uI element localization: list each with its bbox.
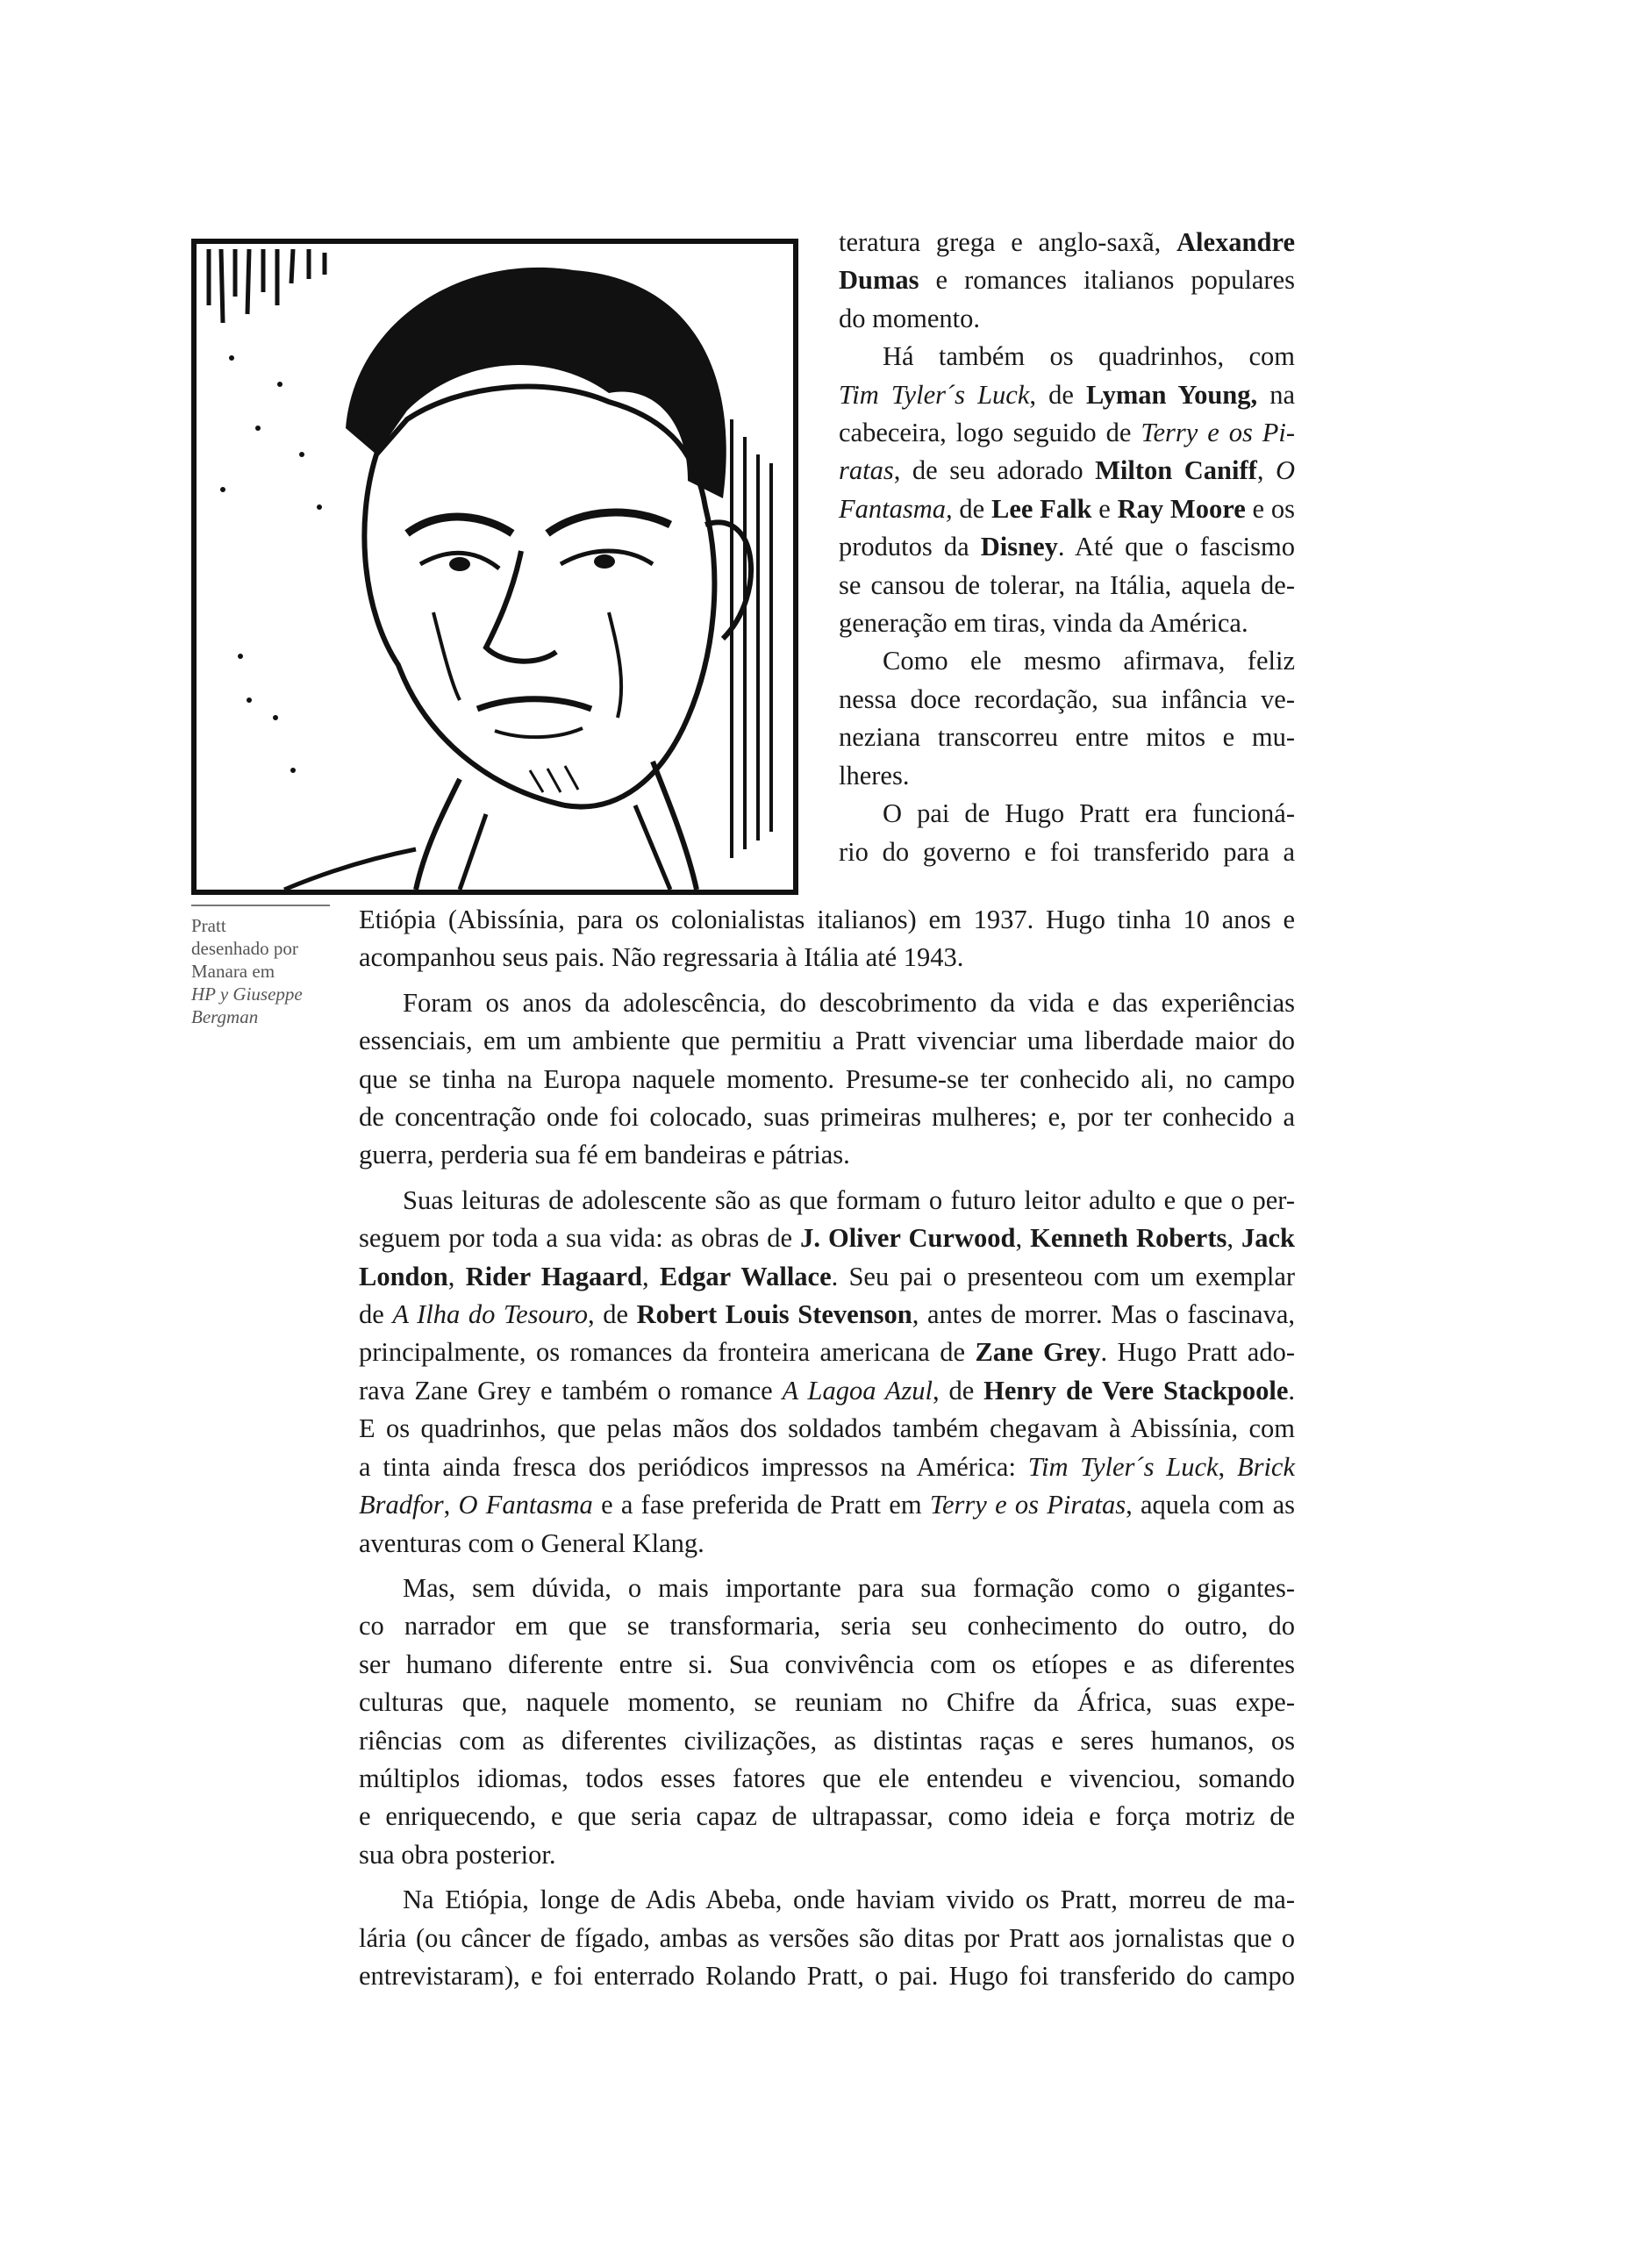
text-line: e enriquecendo, e que seria capaz de ultrapassar, como ideia e força motriz de [359,1801,1295,1832]
side-column [839,224,1295,871]
paragraph [359,1182,1295,1563]
text-line: O pai de Hugo Pratt era funcioná- [883,798,1295,829]
paragraph [839,795,1295,871]
text-line: neziana transcorreu entre mitos e mu- [839,722,1295,753]
text-line: Como ele mesmo afirmava, feliz [883,646,1295,676]
text-line: produtos da Disney. Até que o fascismo [839,532,1296,562]
text-line: guerra, perderia sua fé em bandeiras e pátrias. [359,1140,850,1170]
text-line: se cansou de tolerar, na Itália, aquela de- [839,569,1295,600]
text-line: Fantasma, de Lee Falk e Ray Moore e os [839,493,1295,524]
text-line: lária (ou câncer de fígado, ambas as versões são ditas por Pratt aos jornalistas que o [359,1922,1295,1953]
text-line: culturas que, naquele momento, se reuniam no Chifre da África, suas expe- [359,1687,1295,1718]
paragraph [839,338,1295,642]
text-line: múltiplos idiomas, todos esses fatores que ele entendeu e vivenciou, somando [359,1763,1295,1793]
text-line: Foram os anos da adolescência, do descobrimento da vida e das experiências [403,987,1295,1018]
text-line: de A Ilha do Tesouro, de Robert Louis Stevenson, antes de morrer. Mas o fascinava, [359,1299,1295,1330]
text-line: principalmente, os romances da fronteira americana de Zane Grey. Hugo Pratt ado- [359,1337,1295,1368]
text-line: seguem por toda a sua vida: as obras de J. Oliver Curwood, Kenneth Roberts, Jack [359,1223,1295,1254]
text-line: Mas, sem dúvida, o mais importante para sua formação como o gigantes- [403,1572,1295,1603]
text-line: entrevistaram), e foi enterrado Rolando Pratt, o pai. Hugo foi transferido do campo [359,1960,1295,1991]
text-line: essenciais, em um ambiente que permitiu a Pratt vivenciar uma liberdade maior do [359,1026,1295,1056]
caption-line: desenhado por [191,938,298,959]
caption-line: HP y Giuseppe [191,984,303,1005]
text-line: do momento. [839,303,980,333]
caption-line: Manara em [191,961,275,982]
text-line: rava Zane Grey e também o romance A Lagoa Azul, de Henry de Vere Stackpoole. [359,1375,1296,1406]
text-line: London, Rider Hagaard, Edgar Wallace. Seu pai o presenteou com um exemplar [359,1261,1296,1291]
figure-caption [191,914,340,1028]
text-line: rio do governo e foi transferido para a [839,836,1295,867]
text-line: lheres. [839,760,910,790]
portrait-drawing-icon [197,244,793,890]
text-line: Há também os quadrinhos, com [883,341,1295,372]
text-line: ratas, de seu adorado Milton Caniff, O [839,455,1295,486]
paragraph [839,642,1295,795]
portrait-illustration [191,239,798,895]
caption-line: Pratt [191,915,226,936]
text-line: acompanhou seus pais. Não regressaria à Itália até 1943. [359,942,964,973]
text-line: Tim Tyler´s Luck, de Lyman Young, na [839,379,1295,410]
paragraph [359,984,1295,1175]
paragraph [359,1570,1295,1874]
text-line: a tinta ainda fresca dos periódicos impressos na América: Tim Tyler´s Luck, Brick [359,1451,1295,1482]
text-line: sua obra posterior. [359,1839,556,1870]
main-column [359,901,1295,1995]
text-line: cabeceira, logo seguido de Terry e os Pi- [839,418,1295,448]
paragraph [359,1881,1295,1995]
text-line: Bradfor, O Fantasma e a fase preferida de Pratt em Terry e os Piratas, aquela com as [359,1490,1296,1520]
text-line: Suas leituras de adolescente são as que formam o futuro leitor adulto e que o per- [403,1184,1295,1215]
text-line: co narrador em que se transformaria, seria seu conhecimento do outro, do [359,1611,1295,1642]
text-line: ser humano diferente entre si. Sua convivência com os etíopes e as diferentes [359,1649,1295,1679]
caption-rule [191,905,330,906]
caption-line: Bergman [191,1006,259,1027]
text-line: Dumas e romances italianos populares [839,265,1295,296]
paragraph [359,901,1295,977]
paragraph [839,224,1295,338]
text-line: Etiópia (Abissínia, para os colonialistas italianos) em 1937. Hugo tinha 10 anos e [359,905,1295,934]
text-line: que se tinha na Europa naquele momento. Presume-se ter conhecido ali, no campo [359,1063,1295,1094]
text-line: Na Etiópia, longe de Adis Abeba, onde haviam vivido os Pratt, morreu de ma- [403,1885,1295,1915]
text-line: teratura grega e anglo-saxã, Alexandre [839,227,1295,257]
text-line: nessa doce recordação, sua infância ve- [839,683,1295,714]
text-line: de concentração onde foi colocado, suas primeiras mulheres; e, por ter conhecido a [359,1102,1295,1133]
text-line: aventuras com o General Klang. [359,1527,704,1558]
text-line: riências com as diferentes civilizações, as distintas raças e seres humanos, os [359,1725,1295,1756]
text-line: E os quadrinhos, que pelas mãos dos soldados também chegavam à Abissínia, com [359,1413,1295,1444]
text-line: generação em tiras, vinda da América. [839,608,1248,639]
